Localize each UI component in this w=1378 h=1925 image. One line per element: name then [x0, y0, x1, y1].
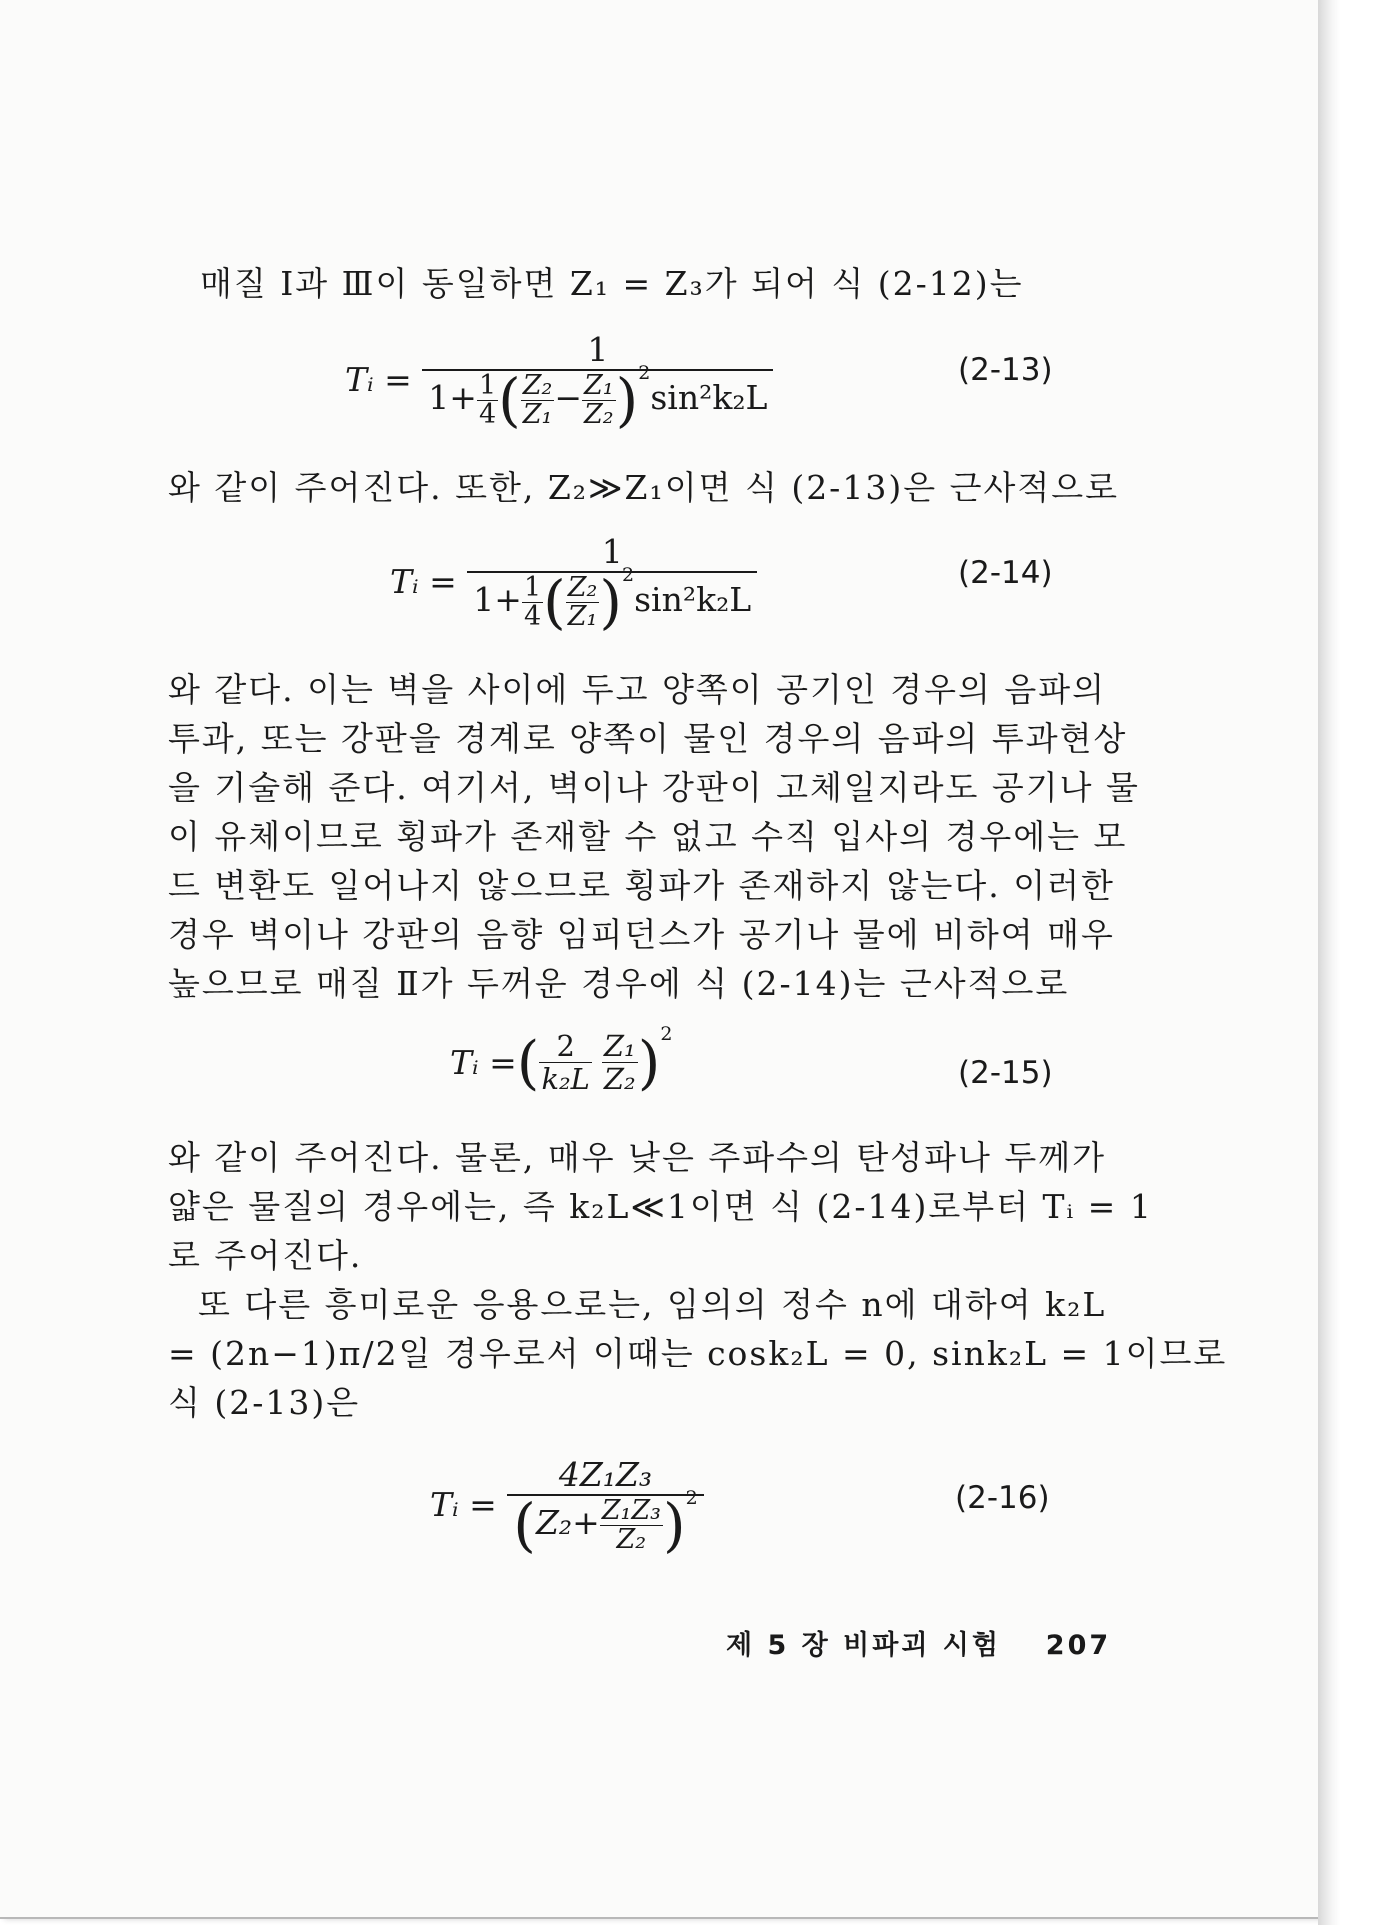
- sine-term: sin²k₂L: [634, 580, 752, 619]
- text-line: 을 기술해 준다. 여기서, 벽이나 강판이 고체일지라도 공기나 물: [168, 768, 1140, 807]
- eq-lhs: Tᵢ =: [450, 1043, 517, 1082]
- minus-sign: −: [554, 378, 583, 417]
- eq-lhs: Tᵢ =: [430, 1485, 497, 1524]
- sine-term: sin²k₂L: [650, 378, 768, 417]
- equation-number: (2-13): [958, 352, 1053, 388]
- text-line: 식 (2-13)은: [168, 1383, 361, 1422]
- inner-num: Z₁Z₃: [601, 1494, 661, 1526]
- equation-number: (2-16): [955, 1480, 1050, 1516]
- eq-denominator: 1+ $\frac{1}{4}$ ( $\frac{\text{Z₂}}{\text{Z₁}}$ )$^2$sin²k₂L: [467, 571, 757, 631]
- text-line: 매질 Ⅰ과 Ⅲ이 동일하면 Z₁ = Z₃가 되어 식 (2-12)는: [200, 264, 1024, 303]
- ratio-a-den: Z₁: [522, 398, 553, 430]
- plus-sign: +: [572, 1503, 600, 1542]
- eq-denominator: (Z₂+ $\frac{\text{Z₁Z₃}}{\text{Z₂}}$ )$^2$: [507, 1494, 703, 1554]
- eq-numerator: 4Z₁Z₃: [558, 1455, 653, 1494]
- text-line: 또 다른 흥미로운 응용으로는, 임의의 정수 n에 대하여 k₂L: [198, 1285, 1107, 1324]
- eq-numerator: 1: [587, 330, 609, 369]
- quarter-num: 1: [523, 571, 542, 603]
- ratio-a-den: Z₁: [567, 600, 598, 632]
- eq-lhs: Tᵢ =: [345, 360, 412, 399]
- ratio-a-num: 2: [556, 1029, 575, 1063]
- text-line: 높으므로 매질 Ⅱ가 두꺼운 경우에 식 (2-14)는 근사적으로: [168, 964, 1070, 1003]
- inner-fraction: [600, 1494, 663, 1555]
- eq-denominator: 1+ $\frac{1}{4}$ ( $\frac{\text{Z₂}}{\text{Z₁}}$ − $\frac{\text{Z₁}}{\text{Z₂}}$ )$^2$sin²k₂L: [422, 369, 773, 429]
- inner-den: Z₂: [600, 1525, 663, 1554]
- text-line: 로 주어진다.: [168, 1236, 363, 1275]
- equation-2-16: [430, 1455, 704, 1559]
- quarter-den: 4: [478, 398, 497, 430]
- ratio-b-num: Z₁: [603, 1029, 636, 1063]
- ratio-a-num: Z₂: [522, 369, 553, 401]
- text-line: 투과, 또는 강판을 경계로 양쪽이 물인 경우의 음파의 투과현상: [168, 719, 1128, 758]
- text-line: = (2n−1)π/2일 경우로서 이때는 cosk₂L = 0, sink₂L = 1이므로: [168, 1334, 1228, 1373]
- eq-numerator: 1: [601, 532, 623, 571]
- equation-2-14: [390, 532, 757, 636]
- eq-lhs: Tᵢ =: [390, 562, 457, 601]
- exponent: 2: [685, 1487, 698, 1509]
- text-line: 와 같이 주어진다. 또한, Z₂≫Z₁이면 식 (2-13)은 근사적으로: [168, 468, 1119, 507]
- ratio-b-den: Z₂: [584, 398, 614, 430]
- ratio-b: [582, 369, 616, 430]
- text-line: 드 변환도 일어나지 않으므로 횡파가 존재하지 않는다. 이러한: [168, 866, 1115, 905]
- ratio-b-num: Z₁: [584, 369, 614, 401]
- page-number: 207: [1045, 1630, 1112, 1661]
- quarter-fraction: [477, 369, 498, 430]
- eq-one: 1: [473, 580, 495, 619]
- equation-number: (2-15): [958, 1055, 1053, 1091]
- ratio-a-num: Z₂: [567, 571, 598, 603]
- exponent: 2: [660, 1022, 673, 1045]
- exponent: 2: [638, 362, 651, 384]
- ratio-a: [566, 571, 600, 632]
- equation-2-13: [345, 330, 773, 434]
- ratio-a-den: k₂L: [541, 1062, 590, 1096]
- text-line: 와 같다. 이는 벽을 사이에 두고 양쪽이 공기인 경우의 음파의: [168, 670, 1106, 709]
- text-line: 얇은 물질의 경우에는, 즉 k₂L≪1이면 식 (2-14)로부터 Tᵢ = 1: [168, 1187, 1153, 1226]
- quarter-den: 4: [523, 600, 542, 632]
- eq-one: 1: [428, 378, 450, 417]
- quarter-num: 1: [478, 369, 497, 401]
- eq-main-fraction: [422, 330, 773, 434]
- text-line: 와 같이 주어진다. 물론, 매우 낮은 주파수의 탄성파나 두께가: [168, 1138, 1106, 1177]
- page-edge-shadow: [1318, 0, 1340, 1925]
- ratio-b-den: Z₂: [603, 1062, 636, 1096]
- eq-main-fraction: [467, 532, 757, 636]
- ratio-a: [539, 1030, 591, 1095]
- chapter-title: 제 5 장 비파괴 시험: [726, 1630, 1001, 1661]
- text-line: 이 유체이므로 횡파가 존재할 수 없고 수직 입사의 경우에는 모: [168, 817, 1128, 856]
- ratio-b: [602, 1030, 638, 1095]
- ratio-a: [521, 369, 555, 430]
- z2-term: Z₂: [535, 1503, 573, 1542]
- exponent: 2: [622, 564, 635, 586]
- quarter-fraction: [522, 571, 543, 632]
- equation-2-15: Tᵢ =( $\frac{2}{\text{k₂L}}$ $\frac{\text{Z₁}}{\text{Z₂}}$ )$^2$: [450, 1022, 673, 1097]
- eq-main-fraction: [507, 1455, 703, 1559]
- equation-number: (2-14): [958, 555, 1053, 591]
- text-line: 경우 벽이나 강판의 음향 임피던스가 공기나 물에 비하여 매우: [168, 915, 1115, 954]
- running-footer: [726, 1623, 1111, 1662]
